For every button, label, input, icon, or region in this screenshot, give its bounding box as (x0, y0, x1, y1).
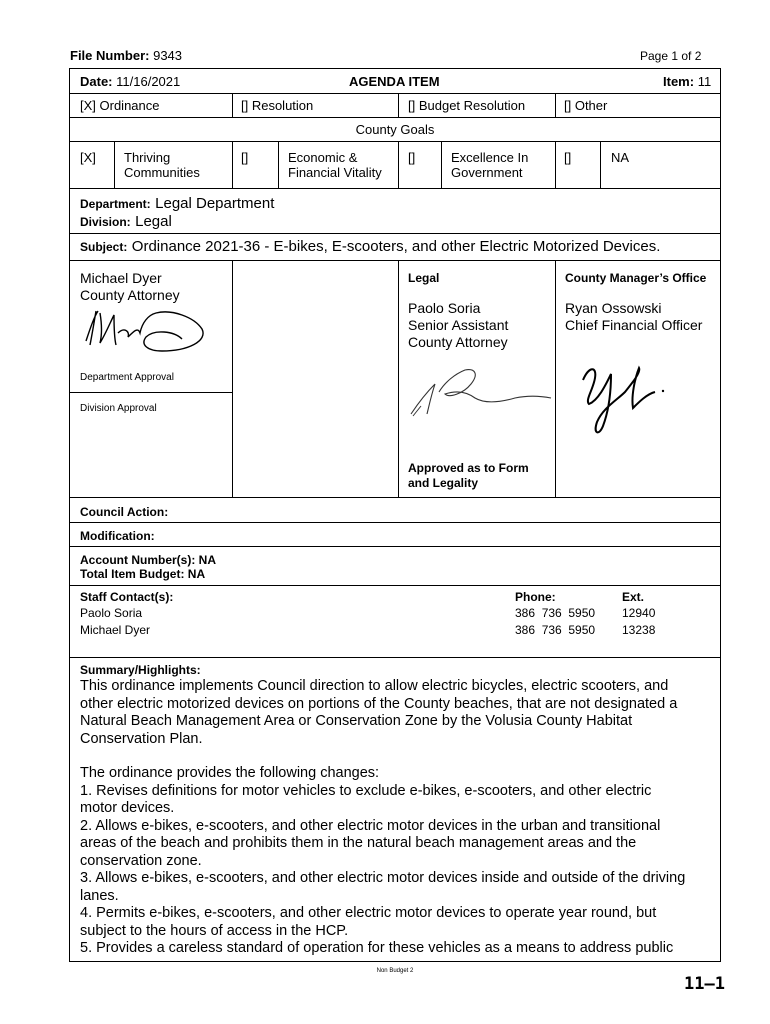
department-value: Legal Department (155, 195, 275, 212)
county-goals-title: County Goals (355, 122, 435, 137)
date-field (80, 74, 180, 89)
attorney-block (80, 270, 180, 304)
subject-value: Ordinance 2021-36 - E-bikes, E-scooters, and other Electric Motorized Devices. (131, 238, 661, 255)
type-budget-resolution: [] Budget Resolution (408, 98, 526, 113)
goal-label-line: Excellence In (451, 150, 529, 165)
page-indicator: Page 1 of 2 (640, 49, 702, 63)
subject-field (80, 238, 660, 256)
staff-phone-2: 386 736 5950 (515, 623, 596, 637)
department-label: Department: (80, 197, 151, 211)
staff-name-2: Michael Dyer (80, 623, 151, 637)
goal-check-4: [] (564, 150, 572, 165)
type-other: [] Other (564, 98, 608, 113)
legal-header: Legal (408, 271, 440, 285)
goal-check-3: [] (408, 150, 416, 165)
item-number (663, 74, 711, 89)
changes-line: conservation zone. (80, 852, 202, 869)
modification-label: Modification: (80, 529, 155, 543)
page-code: 11–1 (684, 974, 725, 994)
item-value: 11 (697, 74, 712, 89)
summary-line: This ordinance implements Council direction to allow electric bicycles, electric scooters, and (80, 678, 669, 694)
goal-label-line: Communities (124, 165, 200, 180)
goal-excellence-government (451, 150, 528, 180)
summary-label: Summary/Highlights: (80, 663, 201, 677)
cmo-signature (575, 360, 675, 440)
summary-line: Natural Beach Management Area or Conservation Zone by the Volusia County Habitat (80, 713, 633, 729)
changes-line: lanes. (80, 887, 119, 904)
staff-name-1: Paolo Soria (80, 606, 143, 620)
summary-line: Conservation Plan. (80, 730, 203, 747)
date-label: Date: (80, 74, 113, 89)
legal-approved-line-2: and Legality (408, 476, 479, 490)
total-item-budget: Total Item Budget: NA (80, 567, 206, 581)
changes-line: subject to the hours of access in the HCP. (80, 922, 349, 939)
legal-title-2: County Attorney (408, 334, 508, 350)
type-ordinance: [X] Ordinance (80, 98, 160, 113)
goal-thriving-communities (124, 150, 200, 180)
goal-na: NA (611, 150, 630, 165)
subject-label: Subject: (80, 240, 128, 254)
legal-approved-note (408, 461, 529, 491)
goal-check-2: [] (241, 150, 249, 165)
legal-block (408, 300, 508, 351)
phone-label: Phone: (515, 590, 556, 604)
goal-label-line: Economic & (288, 150, 358, 165)
account-numbers: Account Number(s): NA (80, 553, 217, 567)
attorney-signature (78, 303, 208, 358)
summary-line: other electric motorized devices on portions of the County beaches, that are not designated a (80, 695, 678, 712)
file-number-label: File Number: (70, 48, 150, 63)
changes-line: 1. Revises definitions for motor vehicles to exclude e-bikes, e-scooters, and other electric (80, 782, 652, 799)
legal-signature (405, 362, 555, 422)
goal-label-line: Thriving (124, 150, 171, 165)
staff-ext-2: 13238 (622, 623, 656, 637)
division-field (80, 213, 172, 231)
cmo-title: Chief Financial Officer (565, 317, 703, 333)
type-resolution: [] Resolution (241, 98, 314, 113)
non-budget-note: Non Budget 2 (376, 968, 414, 974)
division-approval-label: Division Approval (80, 403, 157, 414)
changes-line: areas of the beach and prohibits them in the natural beach management areas and the (80, 835, 637, 851)
cmo-block (565, 300, 702, 334)
ext-label: Ext. (622, 590, 645, 604)
account-info (80, 553, 216, 581)
staff-contacts-label: Staff Contact(s): (80, 590, 174, 604)
goal-economic-financial-vitality (288, 150, 382, 180)
changes-line: 5. Provides a careless standard of operation for these vehicles as a means to address public (80, 940, 674, 956)
division-value: Legal (135, 213, 172, 230)
changes-line: 3. Allows e-bikes, e-scooters, and other electric motor devices inside and outside of the driving (80, 870, 686, 886)
changes-line: motor devices. (80, 800, 175, 816)
agenda-item-title: AGENDA ITEM (349, 74, 440, 89)
goal-label-line: Government (451, 165, 523, 180)
staff-phone-1: 386 736 5950 (515, 606, 596, 620)
attorney-name: Michael Dyer (80, 270, 162, 286)
item-label: Item: (663, 74, 695, 89)
file-number (70, 48, 182, 63)
division-label: Division: (80, 215, 131, 229)
legal-name: Paolo Soria (408, 300, 481, 316)
changes-list (80, 765, 685, 958)
legal-approved-line-1: Approved as to Form (408, 461, 529, 475)
staff-ext-1: 12940 (622, 606, 656, 620)
attorney-title: County Attorney (80, 287, 180, 303)
department-field (80, 195, 274, 213)
department-approval-label: Department Approval (80, 372, 174, 383)
date-value: 11/16/2021 (116, 74, 181, 89)
changes-line: 2. Allows e-bikes, e-scooters, and other electric motor devices in the urban and transitional (80, 817, 661, 834)
changes-line: 4. Permits e-bikes, e-scooters, and other electric motor devices to operate year round, but (80, 905, 657, 921)
summary-paragraph (80, 678, 677, 748)
legal-title-1: Senior Assistant (408, 317, 509, 333)
changes-line: The ordinance provides the following changes: (80, 765, 380, 781)
goal-check-1: [X] (80, 150, 96, 165)
goal-label-line: Financial Vitality (288, 165, 382, 180)
file-number-value: 9343 (153, 48, 183, 63)
council-action-label: Council Action: (80, 505, 169, 519)
cmo-name: Ryan Ossowski (565, 300, 662, 316)
cmo-header: County Manager’s Office (565, 271, 707, 285)
